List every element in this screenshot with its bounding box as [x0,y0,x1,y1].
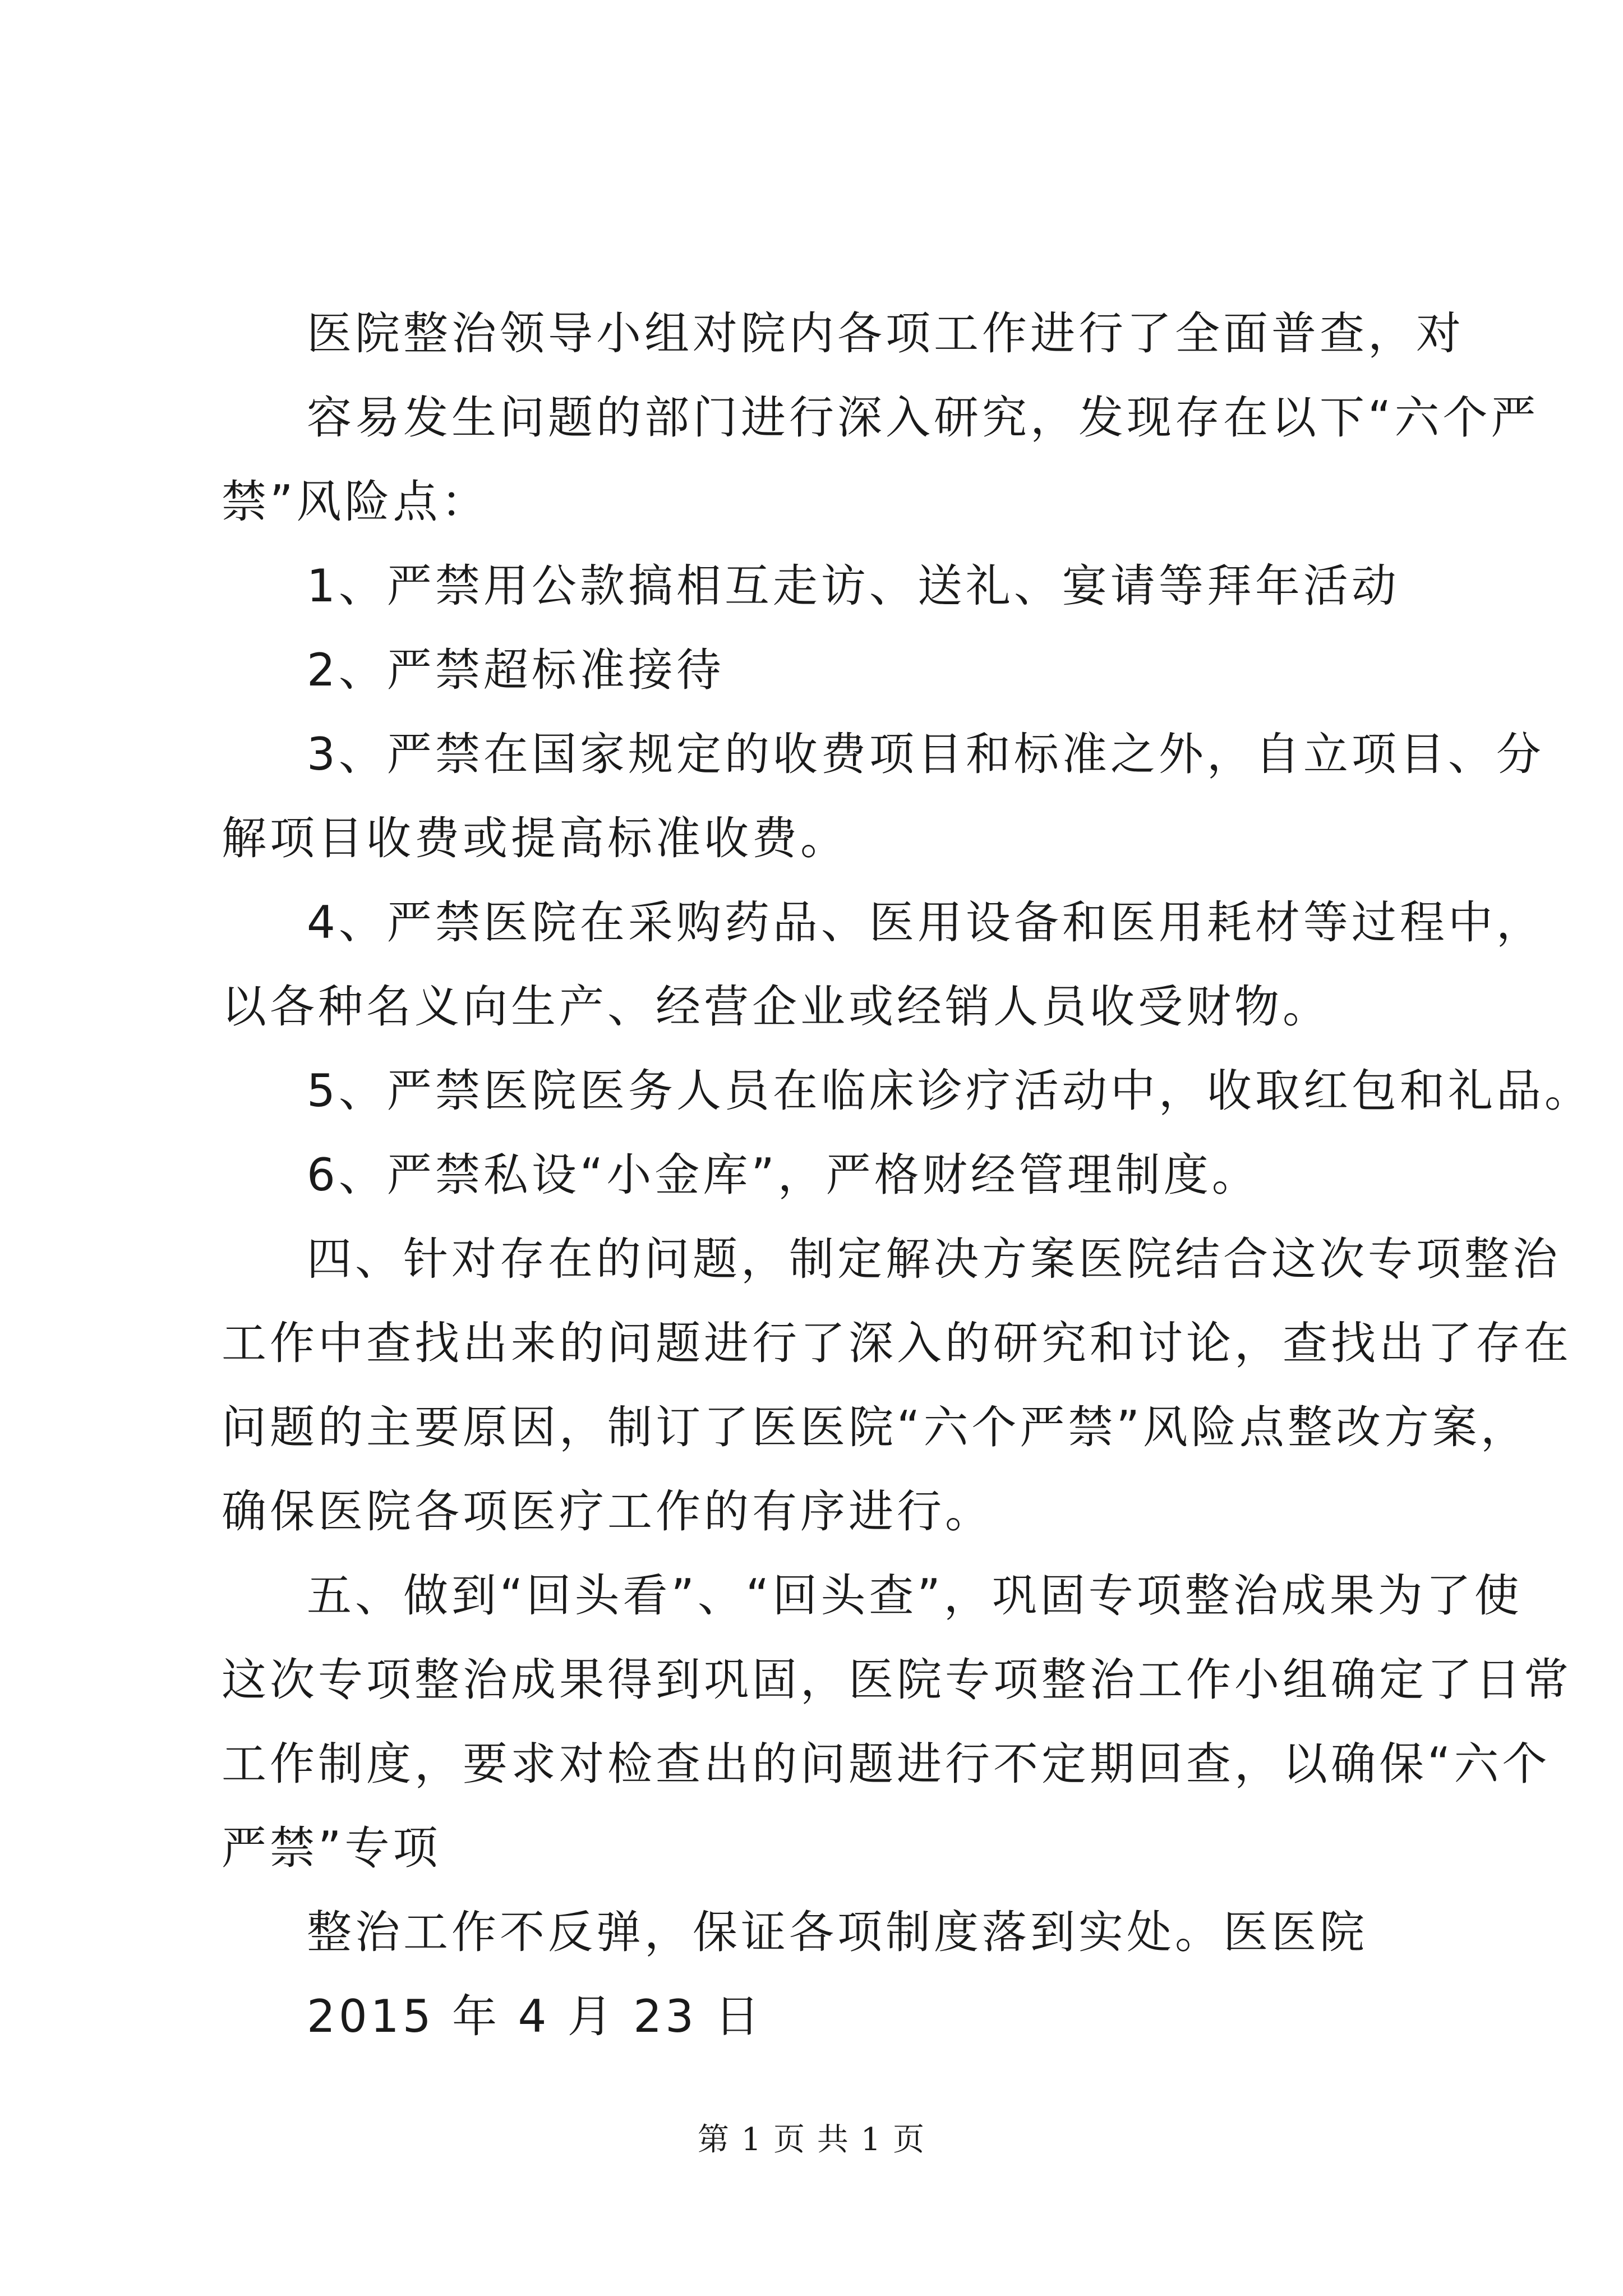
section-five: 五、做到“回头看”、“回头查”，巩固专项整治成果为了使 [307,1570,1523,1622]
text-line: 工作中查找出来的问题进行了深入的研究和讨论，查找出了存在 [222,1317,1572,1369]
list-item-3: 3、严禁在国家规定的收费项目和标准之外，自立项目、分 [307,728,1544,780]
page-number-footer: 第 1 页 共 1 页 [697,2122,926,2158]
text-line: 问题的主要原因，制订了医医院“六个严禁”风险点整改方案， [222,1401,1529,1453]
list-item-5: 5、严禁医院医务人员在临床诊疗活动中，收取红包和礼品。 [307,1065,1593,1117]
text-line: 解项目收费或提高标准收费。 [222,812,849,864]
list-item-6: 6、严禁私设“小金库”，严格财经管理制度。 [307,1149,1260,1201]
closing-line: 整治工作不反弹，保证各项制度落到实处。医医院 [307,1906,1368,1958]
list-item-2: 2、严禁超标准接待 [307,644,725,696]
text-line: 以各种名义向生产、经营企业或经销人员收受财物。 [222,981,1331,1033]
text-line: 容易发生问题的部门进行深入研究，发现存在以下“六个严 [307,392,1539,444]
section-four: 四、针对存在的问题，制定解决方案医院结合这次专项整治 [307,1233,1561,1285]
text-line: 医院整治领导小组对院内各项工作进行了全面普查，对 [307,307,1464,360]
text-line: 严禁”专项 [222,1822,441,1874]
document-date: 2015 年 4 月 23 日 [307,1990,763,2042]
text-line: 禁”风险点： [222,476,490,528]
text-line: 这次专项整治成果得到巩固，医院专项整治工作小组确定了日常 [222,1654,1572,1706]
list-item-4: 4、严禁医院在采购药品、医用设备和医用耗材等过程中， [307,896,1544,949]
list-item-1: 1、严禁用公款搞相互走访、送礼、宴请等拜年活动 [307,560,1400,612]
text-line: 工作制度，要求对检查出的问题进行不定期回查，以确保“六个 [222,1738,1551,1790]
text-line: 确保医院各项医疗工作的有序进行。 [222,1485,993,1538]
document-body [222,292,1593,2059]
